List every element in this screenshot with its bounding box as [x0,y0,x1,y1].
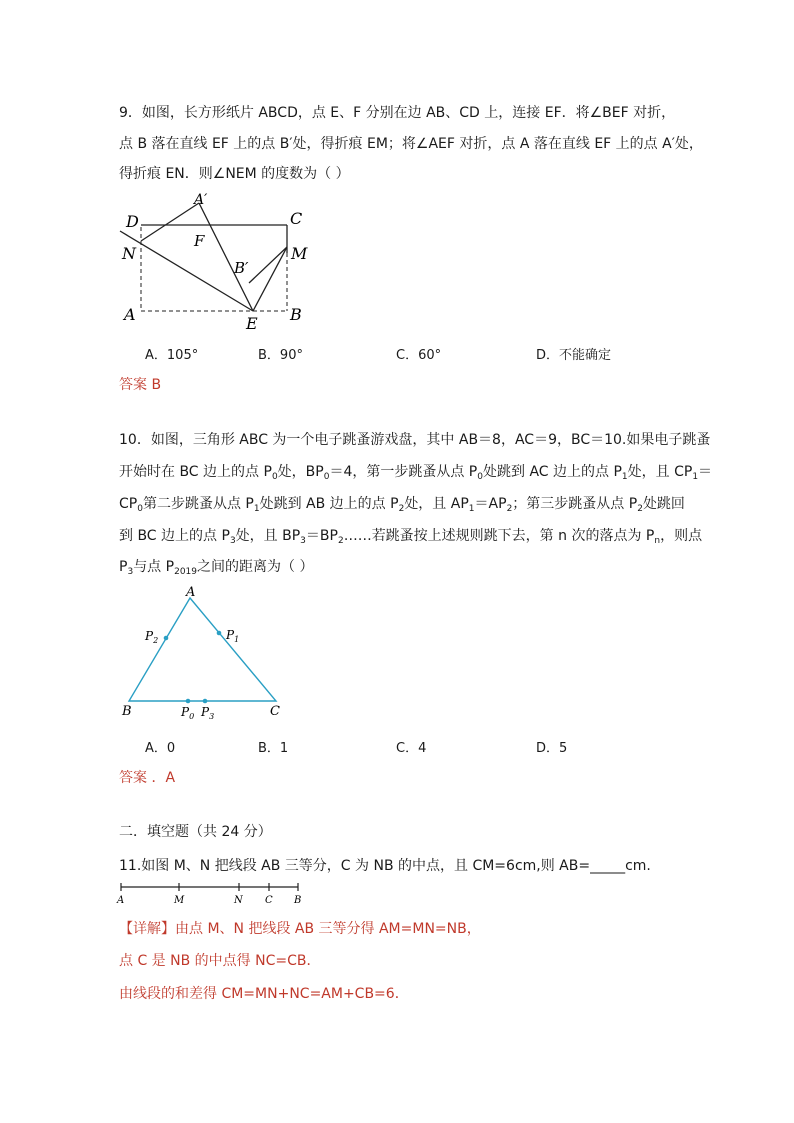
q9-rectangle-figure [110,185,340,335]
q11-detail-2: 点 C 是 NB 的中点得 NC=CB． [119,953,321,969]
q9-label-d: D [126,212,139,231]
q9-label-a-prime: A′ [194,192,208,208]
q9-crease-em [253,247,287,311]
q10-option-a: A．0 [145,741,176,756]
q10-line3: $CP_0$第二步跳蚤从点 $P_1$处跳到 AB 边上的点 $P_2$处，且 $AP_1=AP_2$；第三步跳蚤从点 $P_2$处跳回 [119,496,685,514]
q10-line4: 到 BC 边上的点 $P_3$处，且 $BP_3=BP_2\dots\dots$若跳蚤按上述规则跳下去，第 n 次的落点为 $P_n$，则点 [119,528,703,546]
q9-label-b: B [290,305,302,324]
q11-label-m: M [174,895,185,906]
section2-title: 二．填空题（共 24 分） [119,824,272,840]
q9-line1: 9．如图，长方形纸片 ABCD，点 E、F 分别在边 AB、CD 上，连接 EF．将∠BEF 对折， [119,105,676,121]
q10-label-c: C [270,704,280,719]
q9-option-c: C．60° [396,348,442,363]
q10-point-p0 [186,699,191,704]
q10-answer: 答案 ．A [119,770,176,786]
q10-line5: $P_3$与点 $P_{2019}$之间的距离为（ ） [119,559,314,577]
q9-label-f: F [194,232,205,250]
q9-label-m: M [291,244,308,263]
q10-label-b: B [122,704,132,719]
q10-point-p1 [217,631,222,636]
q11-detail-3: 由线段的和差得 CM=MN+NC=AM+CB=6． [119,986,409,1002]
q11-label-n: N [234,895,243,906]
q11-detail-1: 【详解】由点 M、N 把线段 AB 三等分得 AM=MN=NB， [119,921,481,937]
q10-line1: 10．如图，三角形 ABC 为一个电子跳蚤游戏盘，其中 AB＝8，AC＝9，BC＝10.如果电子跳蚤 [119,432,711,448]
q10-option-d: D．5 [536,741,568,756]
q10-line2: 开始时在 BC 边上的点 $P_0$处，$BP_0=4$，第一步跳蚤从点 $P_0$处跳到 AC 边上的点 $P_1$处，且 $CP_1=$ [119,464,713,482]
q10-option-b: B．1 [258,741,289,756]
q9-option-a: A．105° [145,348,199,363]
q11-label-b: B [294,895,302,906]
q10-label-a: A [186,585,196,600]
q9-option-d: D．不能确定 [536,348,612,363]
q9-label-b-prime: B′ [234,259,249,277]
q9-line3: 得折痕 EN．则∠NEM 的度数为（ ） [119,166,350,182]
q10-point-p3 [203,699,208,704]
q11-segment-figure [115,878,315,906]
q10-label-p2: $P_2$ [145,629,159,645]
q9-label-a: A [124,305,136,324]
q10-label-p1: $P_1$ [226,628,240,644]
q9-label-e: E [246,314,258,333]
q9-line-na-prime [141,203,199,241]
q9-answer: 答案 B [119,377,162,393]
q10-label-p0: $P_0$ [181,705,195,721]
q10-point-p2 [164,636,169,641]
q10-triangle-abc [129,598,276,701]
q11-label-a: A [117,895,125,906]
q9-line-b-prime-m [249,247,287,283]
q9-line2: 点 B 落在直线 EF 上的点 B′处，得折痕 EM；将∠AEF 对折，点 A 落在直线 EF 上的点 A′处， [119,136,703,152]
q10-option-c: C．4 [396,741,427,756]
q10-label-p3: $P_3$ [201,705,215,721]
q11-line1: 11.如图 M、N 把线段 AB 三等分，C 为 NB 的中点，且 CM=6cm,则 AB=_____cm. [119,858,651,874]
q9-label-n: N [122,244,136,263]
q9-option-b: B．90° [258,348,303,363]
q11-label-c: C [265,895,273,906]
q10-triangle-figure [110,582,300,727]
q9-label-c: C [290,209,303,228]
